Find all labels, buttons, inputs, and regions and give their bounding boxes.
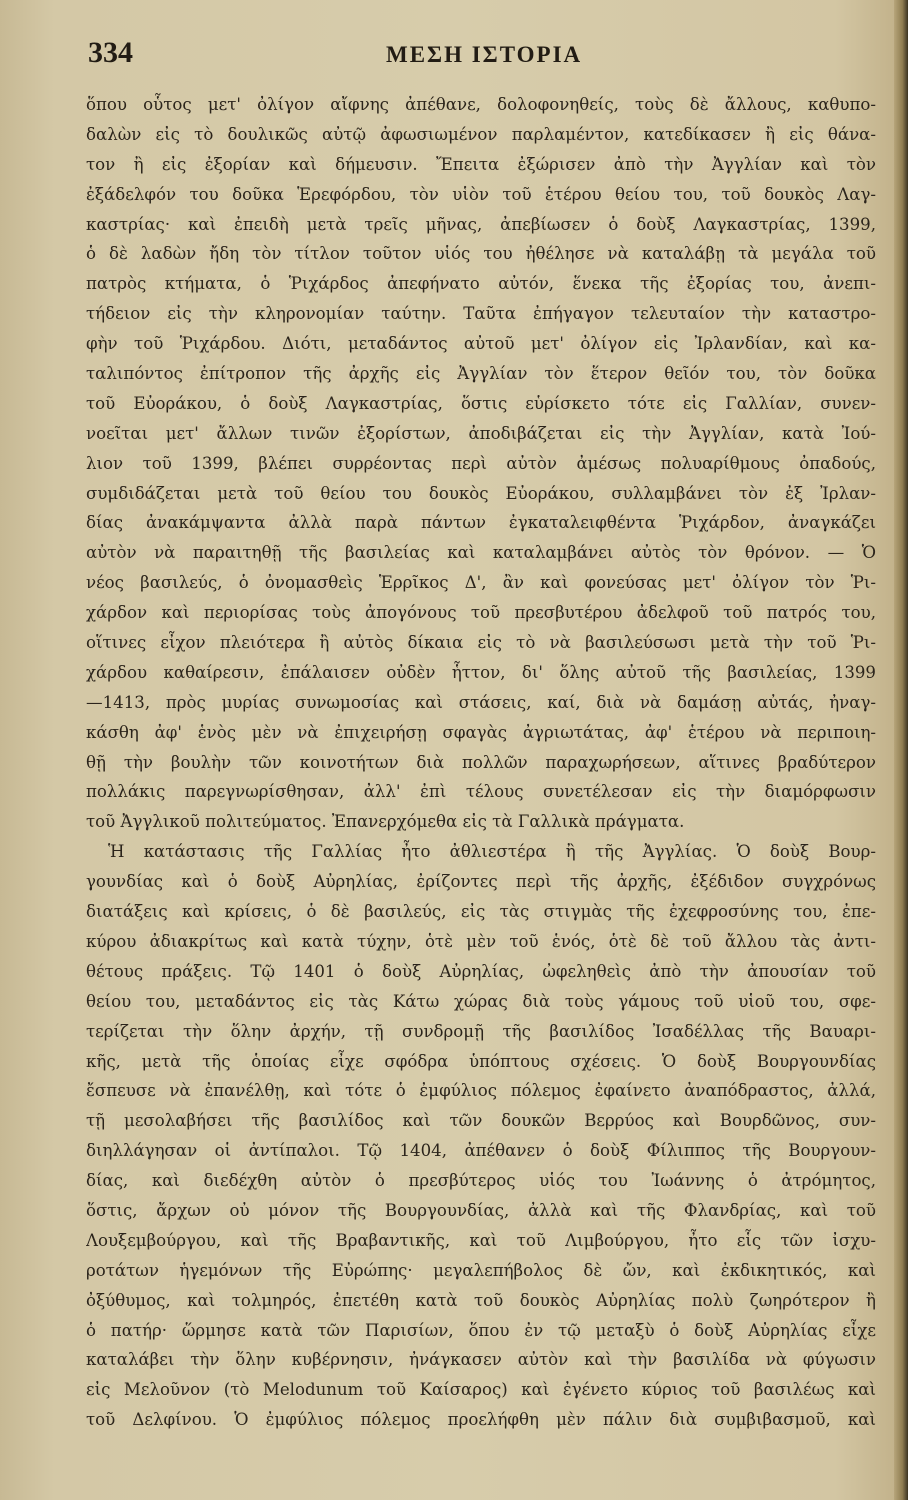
- text-line: κάσθη ἀφ' ἑνὸς μὲν νὰ ἐπιχειρήσῃ σφαγὰς ἀγριωτάτας, ἀφ' ἑτέρου νὰ περιποιη-: [86, 722, 876, 742]
- running-title: ΜΕΣΗ ΙΣΤΟΡΙΑ: [386, 42, 583, 67]
- text-line: Λουξεμβούργου, καὶ τῆς Βραβαντικῆς, καὶ τοῦ Λιμβούργου, ἦτο εἷς τῶν ἰσχυ-: [86, 1230, 876, 1250]
- text-line: οἵτινες εἶχον πλειότερα ἢ αὐτὸς δίκαια εἰς τὸ νὰ βασιλεύσωσι μετὰ τὴν τοῦ Ῥι-: [86, 633, 876, 653]
- text-line: ὅπου οὗτος μετ' ὀλίγον αἴφνης ἀπέθανε, δολοφονηθείς, τοὺς δὲ ἄλλους, καθυπο-: [86, 95, 876, 114]
- text-line: τον ἢ εἰς ἐξορίαν καὶ δήμευσιν. Ἔπειτα ἐξώρισεν ἀπὸ τὴν Ἀγγλίαν καὶ τὸν: [86, 154, 876, 174]
- page-number: 334: [88, 36, 133, 69]
- text-line: χάρδον καὶ περιορίσας τοὺς ἀπογόνους τοῦ πρεσβυτέρου ἀδελφοῦ τοῦ πατρός του,: [86, 603, 876, 623]
- text-line: νέος βασιλεύς, ὁ ὀνομασθεὶς Ἑρρῖκος Δ', ἂν καὶ φονεύσας μετ' ὀλίγον τὸν Ῥι-: [86, 573, 876, 593]
- page-edge-shadow: [894, 0, 908, 1500]
- body-text: [86, 90, 876, 1435]
- text-line: θείου του, μεταδάντος εἰς τὰς Κάτω χώρας διὰ τοὺς γάμους τοῦ υἱοῦ του, σφε-: [86, 991, 876, 1011]
- text-line: χάρδου καθαίρεσιν, ἐπάλαισεν οὐδὲν ἧττον, δι' ὅλης αὐτοῦ τῆς βασιλείας, 1399: [86, 662, 876, 682]
- text-line: διηλλάγησαν οἱ ἀντίπαλοι. Τῷ 1404, ἀπέθανεν ὁ δοὺξ Φίλιππος τῆς Βουργουν-: [86, 1141, 876, 1161]
- text-line: ὁ δὲ λαδὼν ἤδη τὸν τίτλον τοῦτον υἱός του ἠθέλησε νὰ καταλάβῃ τὰ μεγάλα τοῦ: [86, 244, 876, 264]
- text-line: θῇ τὴν βουλὴν τῶν κοινοτήτων διὰ πολλῶν παραχωρήσεων, αἵτινες βραδύτερον: [86, 752, 876, 772]
- text-line: δίας ἀνακάμψαντα ἀλλὰ παρὰ πάντων ἐγκαταλειφθέντα Ῥιχάρδον, ἀναγκάζει: [86, 513, 876, 533]
- text-line: ταλιπόντος ἐπίτροπον τῆς ἀρχῆς εἰς Ἀγγλίαν τὸν ἕτερον θεῖόν του, τὸν δοῦκα: [86, 364, 876, 384]
- text-line: πολλάκις παρεγνωρίσθησαν, ἀλλ' ἐπὶ τέλους συνετέλεσαν εἰς τὴν διαμόρφωσιν: [86, 782, 876, 802]
- text-line: τῇ μεσολαβήσει τῆς βασιλίδος καὶ τῶν δουκῶν Βερρύος καὶ Βουρδῶνος, συν-: [86, 1111, 876, 1131]
- text-line: ροτάτων ἡγεμόνων τῆς Εὐρώπης· μεγαλεπήβολος δὲ ὤν, καὶ ἐκδικητικός, καὶ: [86, 1260, 876, 1280]
- text-line: κύρου ἀδιακρίτως καὶ κατὰ τύχην, ὁτὲ μὲν τοῦ ἑνός, ὁτὲ δὲ τοῦ ἄλλου τὰς ἀντι-: [86, 931, 876, 951]
- text-line: λιον τοῦ 1399, βλέπει συρρέοντας περὶ αὐτὸν ἀμέσως πολυαρίθμους ὀπαδούς,: [86, 453, 876, 473]
- text-line: ὀξύθυμος, καὶ τολμηρός, ἐπετέθη κατὰ τοῦ δουκὸς Αὐρηλίας πολὺ ζωηρότερον ἢ: [86, 1290, 876, 1310]
- text-line: γουνδίας καὶ ὁ δοὺξ Αὐρηλίας, ἐρίζοντες περὶ τῆς ἀρχῆς, ἐξέδιδον συγχρόνως: [86, 872, 876, 892]
- text-line: συμδιδάζεται μετὰ τοῦ θείου του δουκὸς Εὐοράκου, συλλαμβάνει τὸν ἐξ Ἰρλαν-: [86, 483, 876, 503]
- text-line: —1413, πρὸς μυρίας συνωμοσίας καὶ στάσεις, καί, διὰ νὰ δαμάσῃ αὐτάς, ἠναγ-: [86, 692, 876, 712]
- text-line: διατάξεις καὶ κρίσεις, ὁ δὲ βασιλεύς, εἰς τὰς στιγμὰς τῆς ἐχεφροσύνης του, ἐπε-: [86, 902, 876, 922]
- paragraph-end-line: τοῦ Ἀγγλικοῦ πολιτεύματος. Ἐπανερχόμεθα εἰς τὰ Γαλλικὰ πράγματα.: [86, 812, 685, 832]
- text-line: ὅστις, ἄρχων οὐ μόνον τῆς Βουργουνδίας, ἀλλὰ καὶ τῆς Φλανδρίας, καὶ τοῦ: [86, 1200, 876, 1220]
- text-line: κῆς, μετὰ τῆς ὁποίας εἶχε σφόδρα ὑπόπτους σχέσεις. Ὁ δοὺξ Βουργουνδίας: [86, 1051, 876, 1071]
- page-header: [88, 36, 868, 76]
- text-line: ὁ πατήρ· ὥρμησε κατὰ τῶν Παρισίων, ὅπου ἐν τῷ μεταξὺ ὁ δοὺξ Αὐρηλίας εἶχε: [86, 1320, 876, 1340]
- text-line: τήδειον εἰς τὴν κληρονομίαν ταύτην. Ταῦτα ἐπήγαγον τελευταίον τὴν καταστρο-: [86, 304, 876, 324]
- text-line: πατρὸς κτήματα, ὁ Ῥιχάρδος ἀπεφήνατο αὐτόν, ἕνεκα τῆς ἐξορίας του, ἀνεπι-: [86, 274, 876, 294]
- text-line: θέτους πράξεις. Τῷ 1401 ὁ δοὺξ Αὐρηλίας, ὠφεληθεὶς ἀπὸ τὴν ἀπουσίαν τοῦ: [86, 961, 876, 981]
- text-line: δαλὼν εἰς τὸ δουλικῶς αὐτῷ ἀφωσιωμένον παρλαμέντον, κατεδίκασεν ἢ εἰς θάνα-: [86, 124, 876, 144]
- text-line: ἐξάδελφόν του δοῦκα Ἑρεφόρδου, τὸν υἱὸν τοῦ ἑτέρου θείου του, τοῦ δουκὸς Λαγ-: [86, 184, 876, 204]
- text-line: τοῦ Δελφίνου. Ὁ ἐμφύλιος πόλεμος προελήφθη μὲν πάλιν διὰ συμβιβασμοῦ, καὶ: [86, 1410, 876, 1430]
- text-line: αὐτὸν νὰ παραιτηθῇ τῆς βασιλείας καὶ καταλαμβάνει αὐτὸς τὸν θρόνον. — Ὁ: [86, 543, 876, 563]
- text-line: δίας, καὶ διεδέχθη αὐτὸν ὁ πρεσβύτερος υἱός του Ἰωάννης ὁ ἀτρόμητος,: [86, 1171, 876, 1191]
- text-line: καστρίας· καὶ ἐπειδὴ μετὰ τρεῖς μῆνας, ἀπεβίωσεν ὁ δοὺξ Λαγκαστρίας, 1399,: [86, 214, 876, 234]
- text-line: νοεῖται μετ' ἄλλων τινῶν ἐξορίστων, ἀποδιβάζεται εἰς τὴν Ἀγγλίαν, κατὰ Ἰού-: [86, 423, 876, 443]
- text-line: τερίζεται τὴν ὅλην ἀρχήν, τῇ συνδρομῇ τῆς βασιλίδος Ἰσαδέλλας τῆς Βαυαρι-: [86, 1021, 876, 1041]
- text-line: καταλάβει τὴν ὅλην κυβέρνησιν, ἠνάγκασεν αὐτὸν καὶ τὴν βασιλίδα νὰ φύγωσιν: [86, 1350, 876, 1370]
- text-line: ἔσπευσε νὰ ἐπανέλθῃ, καὶ τότε ὁ ἐμφύλιος πόλεμος ἐφαίνετο ἀναπόδραστος, ἀλλά,: [86, 1081, 876, 1101]
- paragraph-start-line: Ἡ κατάστασις τῆς Γαλλίας ἦτο ἀθλιεστέρα ἢ τῆς Ἀγγλίας. Ὁ δοὺξ Βουρ-: [108, 842, 876, 862]
- text-line: φὴν τοῦ Ῥιχάρδου. Διότι, μεταδάντος αὐτοῦ μετ' ὀλίγον εἰς Ἰρλανδίαν, καὶ κα-: [86, 334, 876, 354]
- text-line: εἰς Μελοῦνον (τὸ Melodunum τοῦ Καίσαρος) καὶ ἐγένετο κύριος τοῦ βασιλέως καὶ: [86, 1380, 876, 1400]
- text-line: τοῦ Εὐοράκου, ὁ δοὺξ Λαγκαστρίας, ὅστις εὑρίσκετο τότε εἰς Γαλλίαν, συνεν-: [86, 393, 876, 413]
